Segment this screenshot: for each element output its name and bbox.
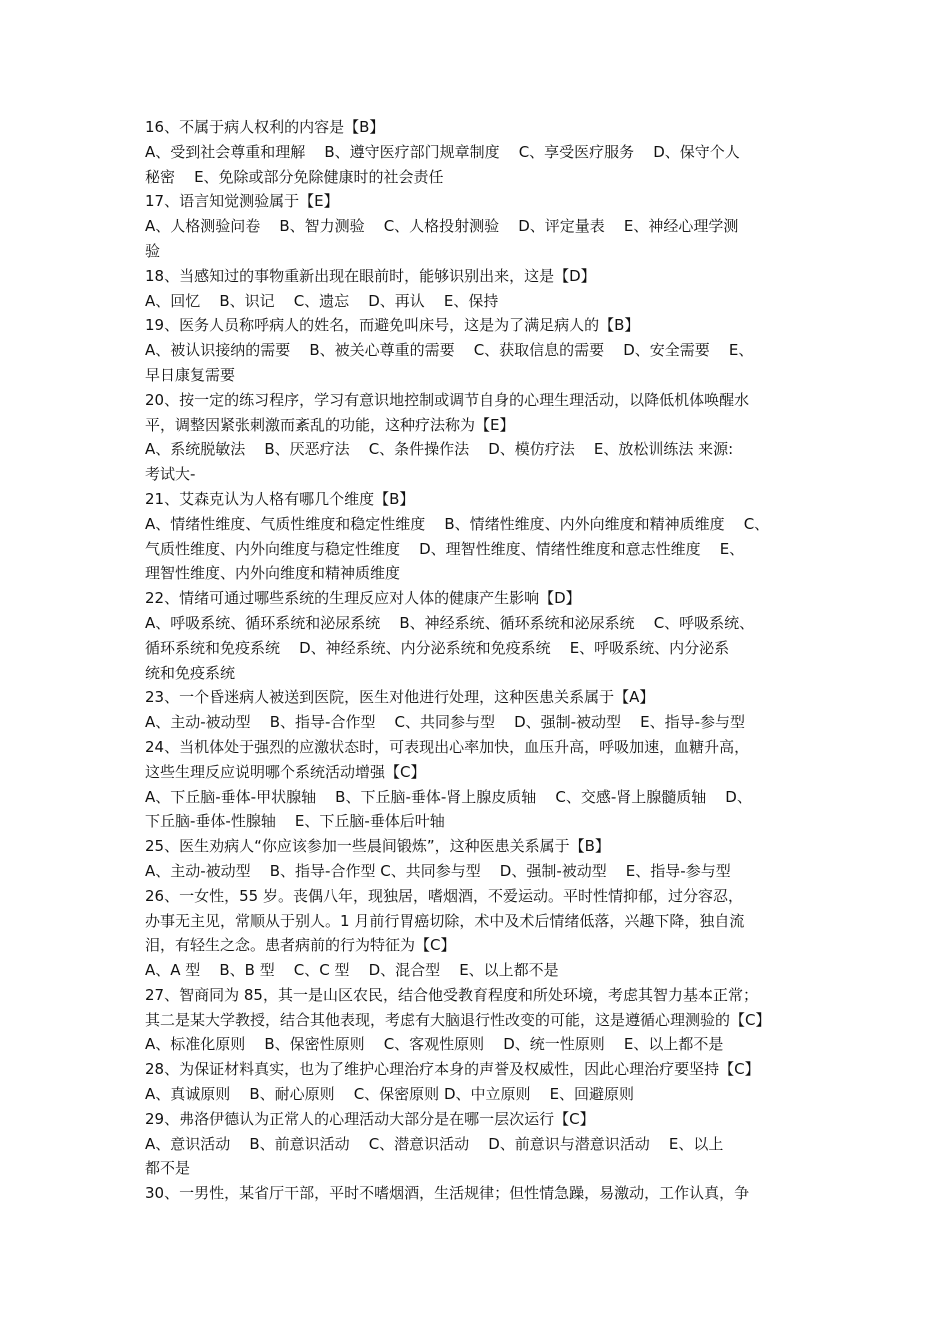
text-line: 这些生理反应说明哪个系统活动增强【C】 xyxy=(145,762,426,781)
text-line: 16、不属于病人权利的内容是【B】 xyxy=(145,118,385,136)
text-line: A、意识活动 B、前意识活动 C、潜意识活动 D、前意识与潜意识活动 E、以上 xyxy=(145,1134,724,1153)
text-line: 考试大- xyxy=(145,465,196,484)
text-line: 其二是某大学教授，结合其他表现，考虑有大脑退行性改变的可能，这是遵循心理测验的【C】 xyxy=(145,1010,771,1029)
text-line: 22、情绪可通过哪些系统的生理反应对人体的健康产生影响【D】 xyxy=(145,589,581,608)
text-line: 早日康复需要 xyxy=(145,365,236,384)
text-line: 都不是 xyxy=(145,1159,191,1178)
text-line: 泪，有轻生之念。患者病前的行为特征为【C】 xyxy=(145,936,456,955)
text-line: 24、当机体处于强烈的应激状态时，可表现出心率加快，血压升高，呼吸加速，血糖升高， xyxy=(145,737,750,756)
text-line: 17、语言知觉测验属于【E】 xyxy=(145,192,339,211)
text-line: 下丘脑-垂体-性腺轴 E、下丘脑-垂体后叶轴 xyxy=(145,812,445,831)
text-line: A、呼吸系统、循环系统和泌尿系统 B、神经系统、循环系统和泌尿系统 C、呼吸系统、 xyxy=(145,613,755,632)
text-line: 办事无主见，常顺从于别人。1 月前行胃癌切除，术中及术后情绪低落，兴趣下降，独自流 xyxy=(145,911,745,930)
text-line: A、主动-被动型 B、指导-合作型 C、共同参与型 D、强制-被动型 E、指导-参与型 xyxy=(145,713,745,732)
text-line: 21、艾森克认为人格有哪几个维度【B】 xyxy=(145,489,415,508)
text-line: 理智性维度、内外向维度和精神质维度 xyxy=(145,564,401,583)
text-line: A、人格测验问卷 B、智力测验 C、人格投射测验 D、评定量表 E、神经心理学测 xyxy=(145,217,739,236)
text-line: 验 xyxy=(145,241,161,260)
text-line: 平，调整因紧张刺激而紊乱的功能，这种疗法称为【E】 xyxy=(145,415,515,434)
text-line: 28、为保证材料真实，也为了维护心理治疗本身的声誉及权威性，因此心理治疗要坚持【C】 xyxy=(145,1060,760,1079)
text-line: 27、智商同为 85，其一是山区农民，结合他受教育程度和所处环境，考虑其智力基本正常； xyxy=(145,985,758,1004)
text-line: A、系统脱敏法 B、厌恶疗法 C、条件操作法 D、模仿疗法 E、放松训练法 来源: xyxy=(145,440,734,459)
text-line: A、A 型 B、B 型 C、C 型 D、混合型 E、以上都不是 xyxy=(145,961,559,980)
text-line: A、下丘脑-垂体-甲状腺轴 B、下丘脑-垂体-肾上腺皮质轴 C、交感-肾上腺髓质轴 D、 xyxy=(145,787,752,806)
text-line: 18、当感知过的事物重新出现在眼前时，能够识别出来，这是【D】 xyxy=(145,266,596,285)
text-line: A、主动-被动型 B、指导-合作型 C、共同参与型 D、强制-被动型 E、指导-参与型 xyxy=(145,861,731,880)
text-line: A、受到社会尊重和理解 B、遵守医疗部门规章制度 C、享受医疗服务 D、保守个人 xyxy=(145,142,740,161)
text-line: 26、一女性，55 岁。丧偶八年，现独居，嗜烟酒，不爱运动。平时性情抑郁，过分容忍， xyxy=(145,886,743,905)
text-line: 30、一男性，某省厅干部，平时不嗜烟酒，生活规律；但性情急躁，易激动，工作认真，争 xyxy=(145,1184,750,1203)
text-line: A、回忆 B、识记 C、遗忘 D、再认 E、保持 xyxy=(145,291,499,310)
text-line: A、被认识接纳的需要 B、被关心尊重的需要 C、获取信息的需要 D、安全需要 E、 xyxy=(145,341,754,360)
text-line: A、标准化原则 B、保密性原则 C、客观性原则 D、统一性原则 E、以上都不是 xyxy=(145,1035,724,1054)
text-line: A、情绪性维度、气质性维度和稳定性维度 B、情绪性维度、内外向维度和精神质维度 C、 xyxy=(145,514,770,533)
text-line: 29、弗洛伊德认为正常人的心理活动大部分是在哪一层次运行【C】 xyxy=(145,1109,595,1128)
text-line: 25、医生劝病人“你应该参加一些晨间锻炼”，这种医患关系属于【B】 xyxy=(145,837,610,856)
text-line: 循环系统和免疫系统 D、神经系统、内分泌系统和免疫系统 E、呼吸系统、内分泌系 xyxy=(145,638,730,657)
text-line: 气质性维度、内外向维度与稳定性维度 D、理智性维度、情绪性维度和意志性维度 E、 xyxy=(145,539,745,558)
text-line: 统和免疫系统 xyxy=(145,663,236,682)
text-line: 20、按一定的练习程序，学习有意识地控制或调节自身的心理生理活动，以降低机体唤醒水 xyxy=(145,390,750,409)
document-page xyxy=(145,115,810,1206)
text-line: 23、一个昏迷病人被送到医院，医生对他进行处理，这种医患关系属于【A】 xyxy=(145,688,655,707)
text-line: 19、医务人员称呼病人的姓名，而避免叫床号，这是为了满足病人的【B】 xyxy=(145,316,640,335)
text-line: 秘密 E、免除或部分免除健康时的社会责任 xyxy=(145,167,444,186)
text-line: A、真诚原则 B、耐心原则 C、保密原则 D、中立原则 E、回避原则 xyxy=(145,1085,635,1104)
